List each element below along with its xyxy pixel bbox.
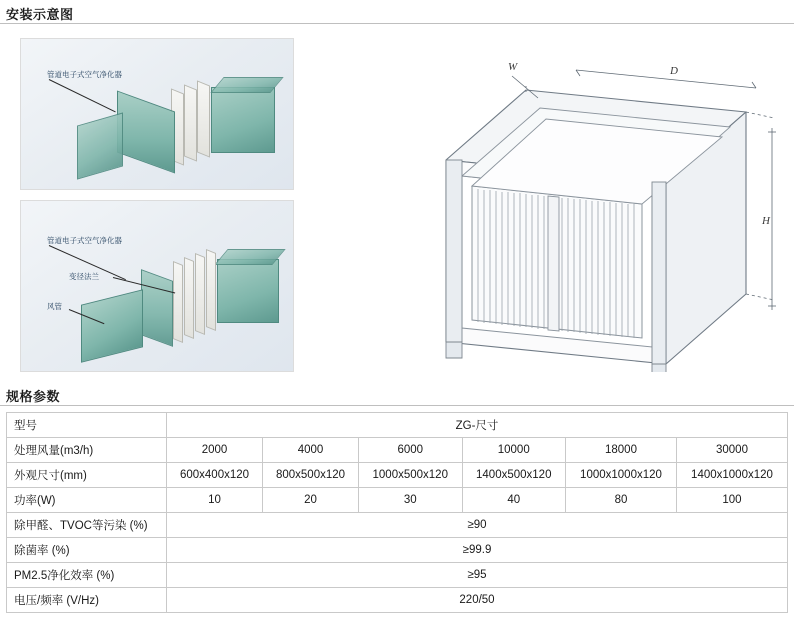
table-row [7,588,788,613]
table-row [7,413,788,438]
row-merged-value: ≥95 [167,563,788,588]
section-title-specifications: 规格参数 [6,389,61,404]
table-row [7,538,788,563]
filter-panel-c-top [197,80,210,157]
dimension-label-h: H [762,215,770,227]
duct-inlet-top [77,112,123,179]
duct-right-bottom [217,259,279,323]
row-label: 除甲醛、TVOC等污染 (%) [7,513,167,538]
cell: 20 [263,488,359,513]
table-row [7,563,788,588]
row-label: 除菌率 (%) [7,538,167,563]
duct-left-bottom [81,289,143,362]
illustration-area [6,30,788,378]
row-merged-value: 220/50 [167,588,788,613]
table-row [7,513,788,538]
dimension-label-w: W [508,61,518,73]
cell: 30000 [676,438,787,463]
table-row [7,488,788,513]
row-label: PM2.5净化效率 (%) [7,563,167,588]
installation-photo-top [20,38,294,190]
section-divider-installation [0,23,794,24]
duct-left-top [117,90,175,173]
flange-panel-a [173,261,183,343]
cell: 600x400x120 [167,463,263,488]
installation-photo-bottom [20,200,294,372]
row-label: 电压/频率 (V/Hz) [7,588,167,613]
cell: 1000x1000x120 [566,463,677,488]
cell: 1400x500x120 [462,463,566,488]
section-divider-specifications [0,405,794,406]
row-label: 外观尺寸(mm) [7,463,167,488]
cell: 18000 [566,438,677,463]
cell: 10 [167,488,263,513]
cell: 800x500x120 [263,463,359,488]
flange-panel-d [206,249,216,331]
photo-bottom-label-2: 风管 [47,302,62,311]
cell: 6000 [359,438,463,463]
product-dimension-drawing [326,42,786,372]
specification-table [6,412,788,613]
flange-panel-c [195,253,205,335]
table-row [7,463,788,488]
row-merged-value: ≥90 [167,513,788,538]
duct-transition-bottom [141,269,173,347]
flange-panel-b [184,257,194,339]
row-merged-value: ≥99.9 [167,538,788,563]
photo-bottom-label-0: 管道电子式空气净化器 [47,236,122,245]
cell: 1000x500x120 [359,463,463,488]
filter-panel-b-top [184,84,197,161]
dimension-label-d: D [670,65,678,77]
table-row [7,438,788,463]
photo-top-leader-0 [49,79,116,112]
duct-right-top [211,87,275,153]
row-label: 处理风量(m3/h) [7,438,167,463]
cell: 100 [676,488,787,513]
cell: 1400x1000x120 [676,463,787,488]
photo-top-label-0: 管道电子式空气净化器 [47,70,122,79]
row-label: 功率(W) [7,488,167,513]
cell: 30 [359,488,463,513]
cell: 80 [566,488,677,513]
cell: 2000 [167,438,263,463]
photo-bottom-label-1: 变径法兰 [69,272,99,281]
row-label: 型号 [7,413,167,438]
cell: 4000 [263,438,359,463]
section-title-installation: 安装示意图 [6,7,74,22]
cell: 40 [462,488,566,513]
row-merged-value: ZG-尺寸 [167,413,788,438]
cell: 10000 [462,438,566,463]
